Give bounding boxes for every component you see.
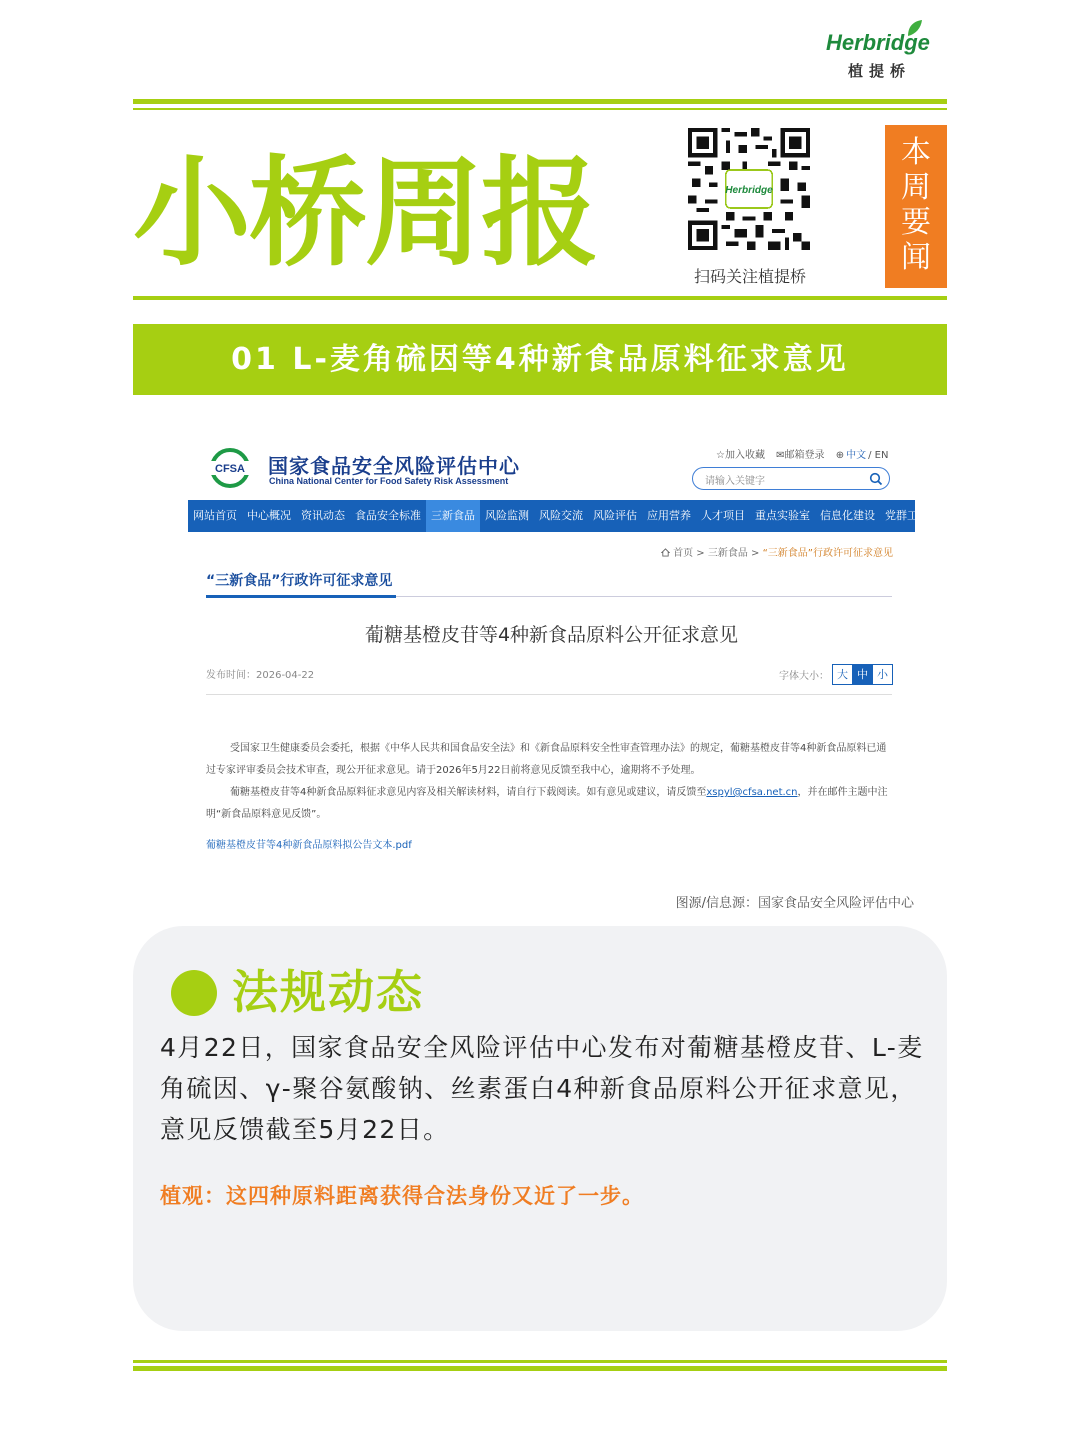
top-links [716, 446, 896, 461]
site-nav [188, 500, 929, 532]
divider [206, 694, 892, 695]
font-size-small[interactable]: 小 [872, 664, 893, 685]
nav-item[interactable]: 食品安全标准 [355, 509, 421, 522]
bottom-rule-2 [133, 1366, 947, 1371]
breadcrumb-separator: > [747, 548, 763, 559]
lang-cn-link[interactable]: 中文 [846, 450, 867, 461]
font-size-large[interactable]: 大 [832, 664, 853, 685]
breadcrumb-level1[interactable]: 三新食品 [707, 548, 748, 559]
brand-logo [820, 16, 950, 86]
article-title: 葡糖基橙皮苷等4种新食品原料公开征求意见 [364, 624, 739, 646]
bottom-rule-1 [133, 1360, 947, 1363]
section-banner: 01 L-麦角硫因等4种新食品原料征求意见 [133, 324, 947, 395]
breadcrumb-home[interactable]: 首页 [673, 548, 694, 559]
qr-code[interactable] [688, 128, 810, 250]
paragraph-text: 葡糖基橙皮苷等4种新食品原料征求意见内容及相关解读材料，请自行下载阅读。如有意见或建议，请反馈至 [230, 787, 707, 798]
breadcrumb [661, 544, 893, 559]
nav-item[interactable]: 中心概况 [247, 509, 291, 522]
font-size-label: 字体大小： [779, 671, 829, 682]
paragraph-text: ，并在邮件主题中注明“新食品原料意见反馈”。 [206, 787, 888, 820]
qr-caption: 扫码关注植提桥 [693, 267, 806, 286]
attachment-link[interactable]: 葡糖基橙皮苷等4种新食品原料拟公告文本.pdf [206, 840, 412, 851]
nav-item-active[interactable]: 三新食品 [426, 500, 480, 532]
favorite-link[interactable]: ☆加入收藏 [716, 450, 765, 461]
top-rule-2 [133, 108, 947, 110]
card-body: 4月22日，国家食品安全风险评估中心发布对葡糖基橙皮苷、L-麦角硫因、γ-聚谷氨酸钠、丝素蛋白4种新食品原料公开征求意见，意见反馈截至5月22日。 [160, 1033, 924, 1144]
breadcrumb-current: “三新食品”行政许可征求意见 [762, 548, 893, 559]
tag-char: 闻 [901, 240, 931, 275]
font-size-medium[interactable]: 中 [852, 664, 873, 685]
leaf-icon [904, 18, 924, 38]
home-icon [661, 548, 670, 557]
tag-char: 周 [901, 170, 931, 205]
nav-item[interactable]: 风险评估 [593, 509, 637, 522]
page-title: 小桥周报 [133, 144, 598, 282]
article-paragraph-2 [206, 782, 892, 826]
nav-item[interactable]: 人才项目 [701, 509, 745, 522]
site-title-en: China National Center for Food Safety Risk Assessment [269, 476, 509, 486]
search-icon[interactable] [869, 472, 883, 486]
cfsa-logo-icon [206, 444, 254, 492]
nav-item[interactable]: 风险交流 [539, 509, 583, 522]
nav-item[interactable]: 重点实验室 [755, 509, 810, 522]
bullet-dot-icon [171, 970, 217, 1016]
cfsa-logo-text: CFSA [215, 463, 245, 475]
card-heading: 法规动态 [232, 965, 424, 1019]
nav-item[interactable]: 资讯动态 [301, 509, 345, 522]
brand-logo-wordmark: Herbridge [826, 30, 930, 55]
brand-logo-cn: 植提桥 [848, 62, 912, 80]
site-title-cn: 国家食品安全风险评估中心 [268, 454, 520, 478]
nav-item[interactable]: 应用营养 [647, 509, 691, 522]
publish-date-label: 发布时间： [206, 670, 256, 681]
search-placeholder: 请输入关键字 [705, 476, 765, 487]
search-input[interactable] [692, 467, 890, 490]
qr-center-logo: Herbridge [725, 185, 773, 197]
header-bottom-rule [133, 296, 947, 300]
website-screenshot [188, 432, 929, 857]
nav-item[interactable]: 党群工作 [885, 509, 929, 522]
nav-item[interactable]: 信息化建设 [820, 509, 875, 522]
category-title: “三新食品”行政许可征求意见 [206, 573, 393, 589]
globe-icon: ⊕ [835, 450, 845, 461]
category-underline [206, 595, 396, 598]
breadcrumb-separator: > [693, 548, 708, 559]
publish-date [206, 666, 314, 681]
tag-char: 本 [901, 135, 931, 170]
nav-item[interactable]: 风险监测 [485, 509, 529, 522]
publish-date-value: 2026-04-22 [256, 670, 315, 681]
weekly-news-tag [885, 125, 947, 288]
feedback-email-link[interactable]: xspyl@cfsa.net.cn [706, 787, 798, 798]
source-note: 图源/信息源：国家食品安全风险评估中心 [675, 896, 914, 911]
top-rule-1 [133, 99, 947, 104]
mail-login-link[interactable]: ✉邮箱登录 [776, 450, 825, 461]
lang-en-link[interactable]: / EN [868, 450, 889, 461]
tag-char: 要 [901, 205, 931, 240]
article-paragraph-1: 受国家卫生健康委员会委托，根据《中华人民共和国食品安全法》和《新食品原料安全性审查管理办法》的规定，葡糖基橙皮苷等4种新食品原料已通过专家评审委员会技术审查，现公开征求意见。请于2026年5月22日前将意见反馈至我中心，逾期将不予处理。 [206, 743, 887, 776]
font-size-control [779, 664, 893, 685]
nav-item[interactable]: 网站首页 [193, 509, 237, 522]
card-note: 植观：这四种原料距离获得合法身份又近了一步。 [160, 1184, 644, 1208]
